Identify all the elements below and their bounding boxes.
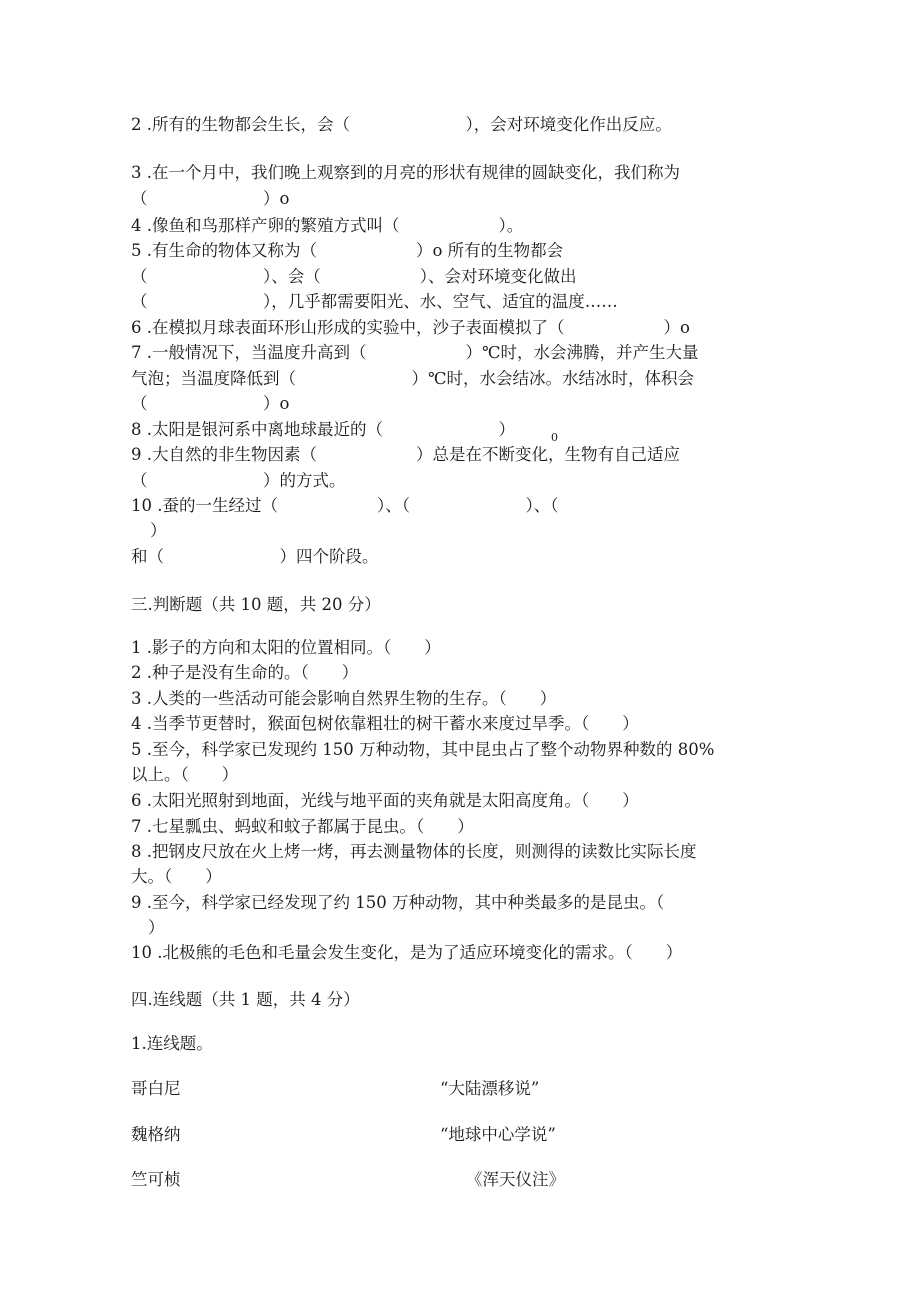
judge-question-8-line-2: 大。（ ）	[131, 867, 222, 886]
fill-question-5-line-2: （ ）、会（ ）、会对环境变化做出	[131, 267, 577, 286]
fill-question-3-line-1: 3 .在一个月中，我们晚上观察到的月亮的形状有规律的圆缺变化，我们称为	[131, 163, 680, 182]
judge-question-2: 2 .种子是没有生命的。（ ）	[131, 663, 359, 682]
judge-question-1: 1 .影子的方向和太阳的位置相同。（ ）	[131, 638, 441, 657]
judge-question-5-line-2: 以上。（ ）	[131, 765, 239, 784]
fill-question-6: 6 .在模拟月球表面环形山形成的实验中，沙子表面模拟了（ ）o	[131, 318, 690, 337]
judge-question-10: 10 .北极熊的毛色和毛量会发生变化，是为了适应环境变化的需求。（ ）	[131, 943, 683, 962]
fill-question-7-line-1: 7 .一般情况下，当温度升高到（ ）℃时，水会沸腾，并产生大量	[131, 343, 699, 362]
fill-question-7-line-3: （ ）o	[131, 394, 290, 413]
fill-question-5-line-1: 5 .有生命的物体又称为（ ）o 所有的生物都会	[131, 241, 564, 260]
judge-question-6: 6 .太阳光照射到地面，光线与地平面的夹角就是太阳高度角。（ ）	[131, 791, 639, 810]
fill-question-9-line-1: 9 .大自然的非生物因素（ ）总是在不断变化，生物有自己适应	[131, 445, 680, 464]
judge-question-7: 7 .七星瓢虫、蚂蚁和蚊子都属于昆虫。（ ）	[131, 817, 474, 836]
matching-left-item: 竺可桢	[131, 1170, 181, 1189]
fill-question-2: 2 .所有的生物都会生长，会（ ），会对环境变化作出反应。	[131, 115, 672, 134]
judge-question-5-line-1: 5 .至今，科学家已发现约 150 万种动物，其中昆虫占了整个动物界种数的 80%	[131, 740, 715, 759]
matching-right-item: “地球中心学说”	[440, 1125, 556, 1144]
fill-question-10-line-1: 10 .蚕的一生经过（ ）、（ ）、（	[131, 496, 559, 515]
section-title-judgement: 三.判断题（共 10 题，共 20 分）	[131, 595, 381, 614]
fill-question-9-line-2: （ ）的方式。	[131, 471, 346, 490]
matching-left-item: 魏格纳	[131, 1125, 181, 1144]
matching-left-item: 哥白尼	[131, 1079, 181, 1098]
fill-question-10-line-2: ）	[150, 521, 167, 540]
judge-question-9-line-1: 9 .至今，科学家已经发现了约 150 万种动物，其中种类最多的是昆虫。（	[131, 893, 665, 912]
fill-question-3-line-2: （ ）o	[131, 189, 290, 208]
judge-question-3: 3 .人类的一些活动可能会影响自然界生物的生存。（ ）	[131, 689, 557, 708]
judge-question-9-line-2: ）	[148, 918, 165, 937]
fill-question-5-line-3: （ ），几乎都需要阳光、水、空气、适宜的温度……	[131, 292, 618, 311]
judge-question-8-line-1: 8 .把钢皮尺放在火上烤一烤，再去测量物体的长度，则测得的读数比实际长度	[131, 842, 697, 861]
fill-question-10-line-3: 和（ ）四个阶段。	[131, 547, 379, 566]
judge-question-4: 4 .当季节更替时，猴面包树依靠粗壮的树干蓄水来度过旱季。（ ）	[131, 714, 639, 733]
matching-prompt: 1.连线题。	[131, 1034, 213, 1053]
section-title-matching: 四.连线题（共 1 题，共 4 分）	[131, 990, 360, 1009]
matching-right-item: “大陆漂移说”	[440, 1079, 540, 1098]
fill-question-7-line-2: 气泡；当温度降低到（ ）℃时，水会结冰。水结冰时，体积会	[131, 369, 694, 388]
matching-right-item: 《浑天仪注》	[466, 1170, 565, 1189]
fill-question-8-mark: 0	[551, 431, 558, 444]
fill-question-8: 8 .太阳是银河系中离地球最近的（ ）	[131, 420, 515, 439]
fill-question-4: 4 .像鱼和鸟那样产卵的繁殖方式叫（ ）。	[131, 216, 524, 235]
